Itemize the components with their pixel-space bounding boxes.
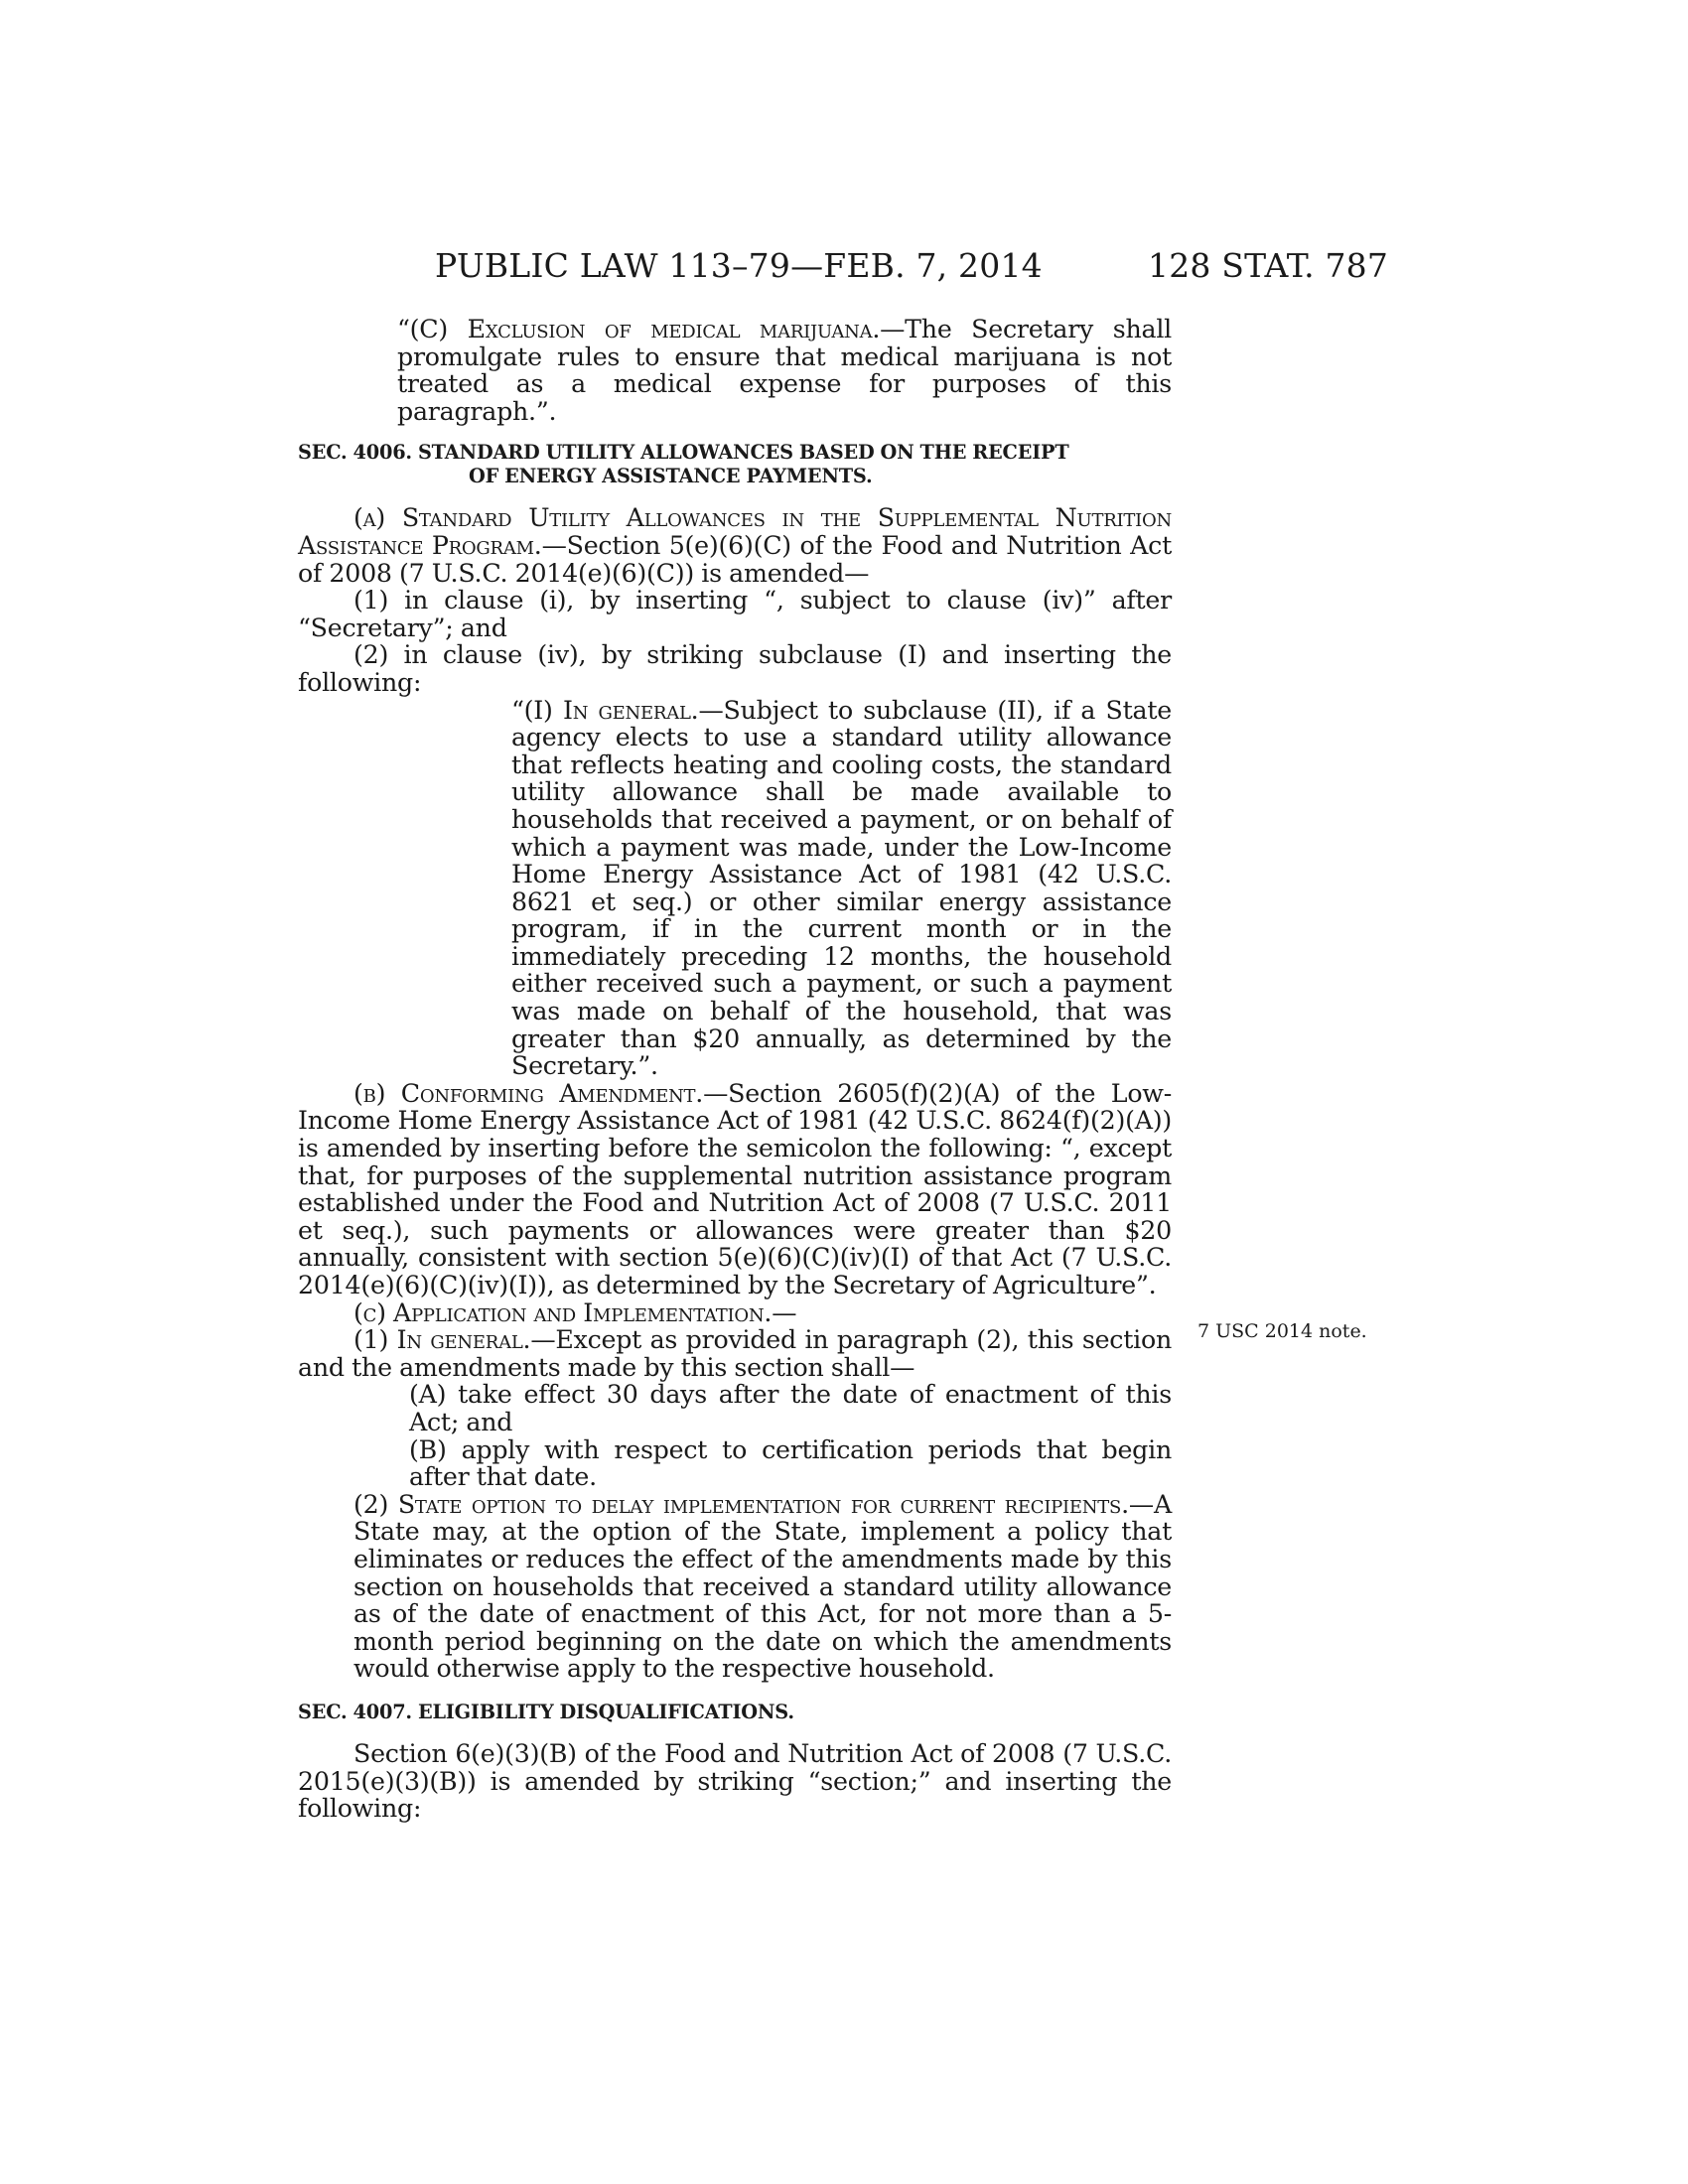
paragraph-a2 xyxy=(242,641,1172,696)
paragraph-text: (A) take effect 30 days after the date of enactment of this Act; and xyxy=(409,1380,1172,1436)
paragraph-text: — xyxy=(772,1297,797,1327)
subheading: (1) In general. xyxy=(353,1325,531,1355)
paragraph-text: —Section 5(e)(6)(C) of the Food and Nutrition Act of 2008 (7 U.S.C. 2014(e)(6)(C)) is amended— xyxy=(298,530,1172,588)
paragraph-text: —Subject to subclause (II), if a State agency elects to use a standard utility allowance that reflects heating and cooling costs, the standard utility allowance shall be made available to households that received a payment, or on behalf of which a payment was made, under the Low-Income Home Energy Assistance Act of 1981 (42 U.S.C. 8621 et seq.) or other similar energy assistance program, if in the current month or in the immediately preceding 12 months, the household either received such a payment, or such a payment was made on behalf of the household, that was greater than $20 annually, as determined by the Secretary.”. xyxy=(511,695,1172,1081)
paragraph-c-exclusion xyxy=(298,316,1172,425)
subheading: (2) State option to delay implementation for current recipients. xyxy=(353,1489,1129,1519)
section-heading-4007: SEC. 4007. ELIGIBILITY DISQUALIFICATIONS. xyxy=(298,1700,794,1723)
quoted-subclause xyxy=(298,697,1172,1080)
paragraph-text: Section 6(e)(3)(B) of the Food and Nutrition Act of 2008 (7 U.S.C. 2015(e)(3)(B)) is amended by striking “section;” and inserting the following: xyxy=(298,1738,1172,1824)
paragraph-text: —A State may, at the option of the State, implement a policy that eliminates or reduces the effect of the amendments made by this section on households that received a standard utility allowance as of the date of enactment of this Act, for not more than a 5-month period beginning on the date on which the amendments would otherwise apply to the respective household. xyxy=(353,1489,1172,1684)
paragraph-text: (B) apply with respect to certification periods that begin after that date. xyxy=(409,1434,1172,1492)
paragraph-a1 xyxy=(242,587,1172,641)
paragraph-a xyxy=(298,504,1172,587)
section-heading-line: SEC. 4006. STANDARD UTILITY ALLOWANCES BASED ON THE RECEIPT xyxy=(298,441,1069,465)
paragraph-c xyxy=(298,1299,1172,1327)
paragraph-text: (2) in clause (iv), by striking subclause (I) and inserting the following: xyxy=(298,640,1172,697)
paragraph-text: (1) in clause (i), by inserting “, subject to clause (iv)” after “Secretary”; and xyxy=(298,586,1172,642)
paragraph-c1a xyxy=(274,1381,1172,1435)
paragraph-c2 xyxy=(242,1491,1172,1683)
margin-note: 7 USC 2014 note. xyxy=(1197,1320,1367,1342)
body-text xyxy=(298,316,1172,1823)
subheading: “(C) Exclusion of medical marijuana. xyxy=(397,315,881,343)
paragraph-4007 xyxy=(298,1740,1172,1823)
running-header-title: PUBLIC LAW 113–79—FEB. 7, 2014 xyxy=(435,246,1043,285)
paragraph-text: —Except as provided in paragraph (2), this section and the amendments made by this section shall— xyxy=(298,1325,1172,1382)
section-heading-line: OF ENERGY ASSISTANCE PAYMENTS. xyxy=(469,465,873,488)
paragraph-b xyxy=(298,1080,1172,1299)
subheading: (a) Standard Utility Allowances in the Supplemental Nutrition Assistance Program. xyxy=(298,503,1172,560)
section-heading-4006 xyxy=(298,441,1172,488)
subheading: (c) Application and Implementation. xyxy=(353,1297,773,1327)
paragraph-c1 xyxy=(242,1326,1172,1381)
running-header-page: 128 STAT. 787 xyxy=(1148,246,1389,285)
paragraph-text: —Section 2605(f)(2)(A) of the Low-Income Home Energy Assistance Act of 1981 (42 U.S.C. 8624(f)(2)(A)) is amended by inserting before the semicolon the following: “, except that, for purposes of the supplemental nutrition assistance program established under the Food and Nutrition Act of 2008 (7 U.S.C. 2011 et seq.), such payments or allowances were greater than $20 annually, consistent with section 5(e)(6)(C)(iv)(I) of that Act (7 U.S.C. 2014(e)(6)(C)(iv)(I)), as determined by the Secretary of Agriculture”. xyxy=(298,1078,1172,1299)
subheading: “(I) In general. xyxy=(511,695,699,725)
subheading: (b) Conforming Amendment. xyxy=(353,1078,704,1108)
paragraph-c1b xyxy=(274,1436,1172,1491)
paragraph-text: —The Secretary shall promulgate rules to ensure that medical marijuana is not treated as a medical expense for purposes of this paragraph.”. xyxy=(397,315,1172,426)
